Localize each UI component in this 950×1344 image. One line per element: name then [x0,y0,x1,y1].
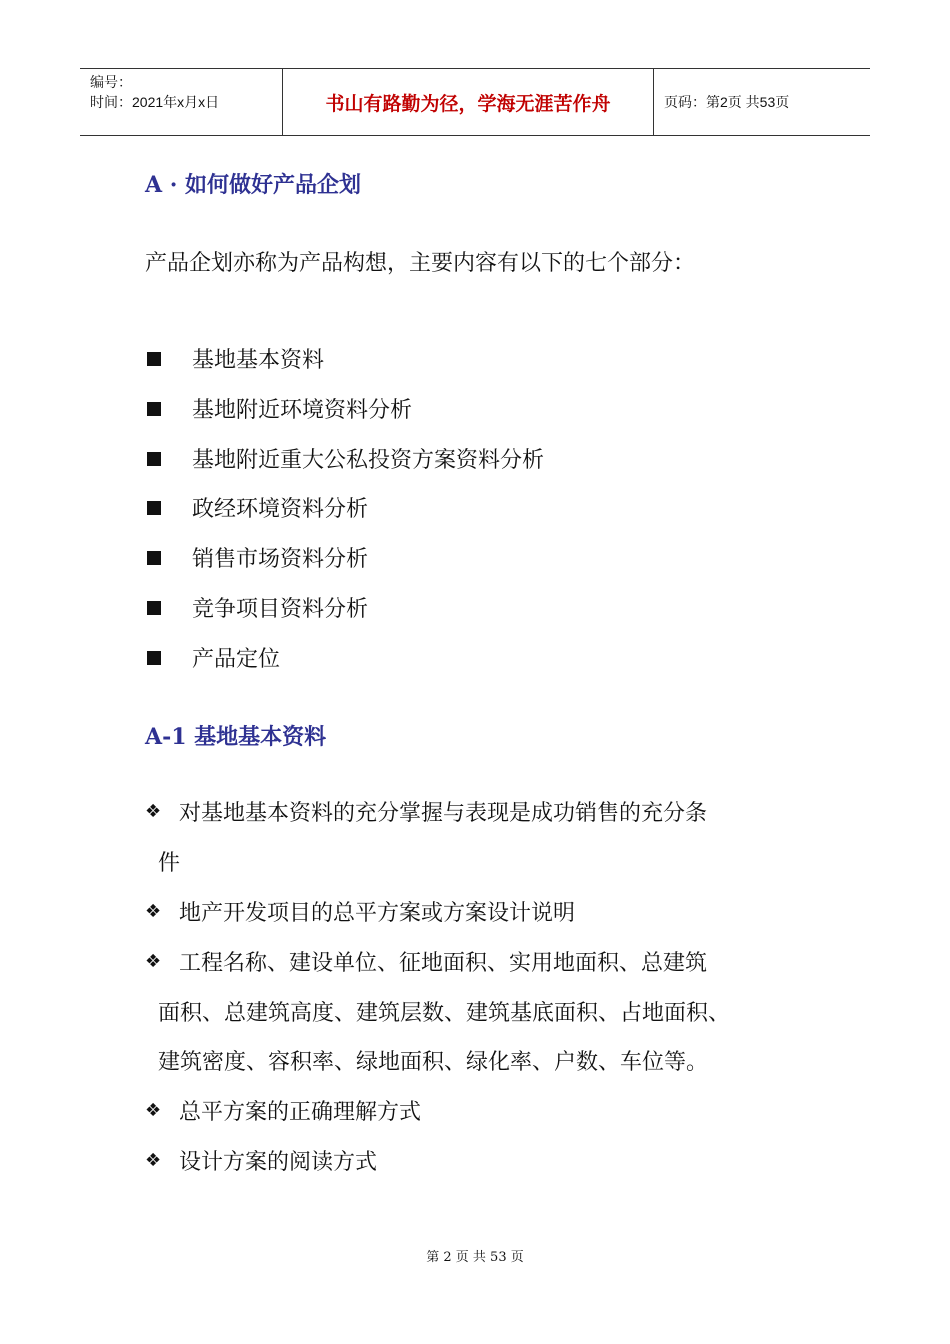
list-item [145,592,368,623]
section-a-intro: 产品企划亦称为产品构想，主要内容有以下的七个部分： [145,251,696,276]
list-item [145,492,368,523]
header-page [654,69,870,135]
header-number-label: 编号： [90,74,132,90]
list-item-label: 销售市场资料分析 [192,547,369,572]
list-item [145,896,575,927]
list-item [145,393,412,424]
list-item [145,1095,421,1126]
page-header [80,68,870,136]
list-item-label: 基地基本资料 [192,348,325,373]
square-bullet-icon [147,601,161,615]
square-bullet-icon [147,352,161,366]
list-item-label: 设计方案的阅读方式 [179,1150,378,1175]
section-a-title: A · 如何做好产品企划 [145,172,362,198]
header-info [80,69,282,135]
diamond-bullet-icon: ❖ [145,951,162,972]
header-motto [282,69,654,135]
page-footer: 第 2 页 共 53 页 [426,1250,524,1265]
list-item-label: 政经环境资料分析 [192,497,369,522]
header-motto-text: 书山有路勤为径，学海无涯苦作舟 [325,92,611,115]
header-time-label: 时间：2021年x月x日 [90,94,220,110]
list-item [145,946,707,977]
list-item-label: 对基地基本资料的充分掌握与表现是成功销售的充分条 [179,801,708,826]
square-bullet-icon [147,651,161,665]
list-item-label: 基地附近重大公私投资方案资料分析 [192,448,545,473]
list-item-label: 竞争项目资料分析 [192,597,369,622]
diamond-bullet-icon: ❖ [145,801,162,822]
list-item-label: 产品定位 [192,647,281,672]
square-bullet-icon [147,501,161,515]
list-item-continuation: 件 [158,851,181,876]
list-item [145,343,324,374]
list-item-label: 基地附近环境资料分析 [192,398,413,423]
square-bullet-icon [147,551,161,565]
diamond-bullet-icon: ❖ [145,1150,162,1171]
list-item-continuation: 建筑密度、容积率、绿地面积、绿化率、户数、车位等。 [158,1050,709,1075]
list-item [145,1145,377,1176]
diamond-bullet-icon: ❖ [145,1100,162,1121]
diamond-bullet-icon: ❖ [145,901,162,922]
section-a1-title: A-1 基地基本资料 [145,724,327,750]
square-bullet-icon [147,402,161,416]
list-item [145,443,544,474]
list-item [145,796,707,827]
list-item [145,642,280,673]
list-item [145,542,368,573]
list-item-label: 地产开发项目的总平方案或方案设计说明 [179,901,576,926]
square-bullet-icon [147,452,161,466]
header-page-label: 页码：第2页 共53页 [664,94,790,110]
list-item-continuation: 面积、总建筑高度、建筑层数、建筑基底面积、占地面积、 [158,1001,731,1026]
list-item-label: 总平方案的正确理解方式 [179,1100,422,1125]
list-item-label: 工程名称、建设单位、征地面积、实用地面积、总建筑 [179,951,708,976]
